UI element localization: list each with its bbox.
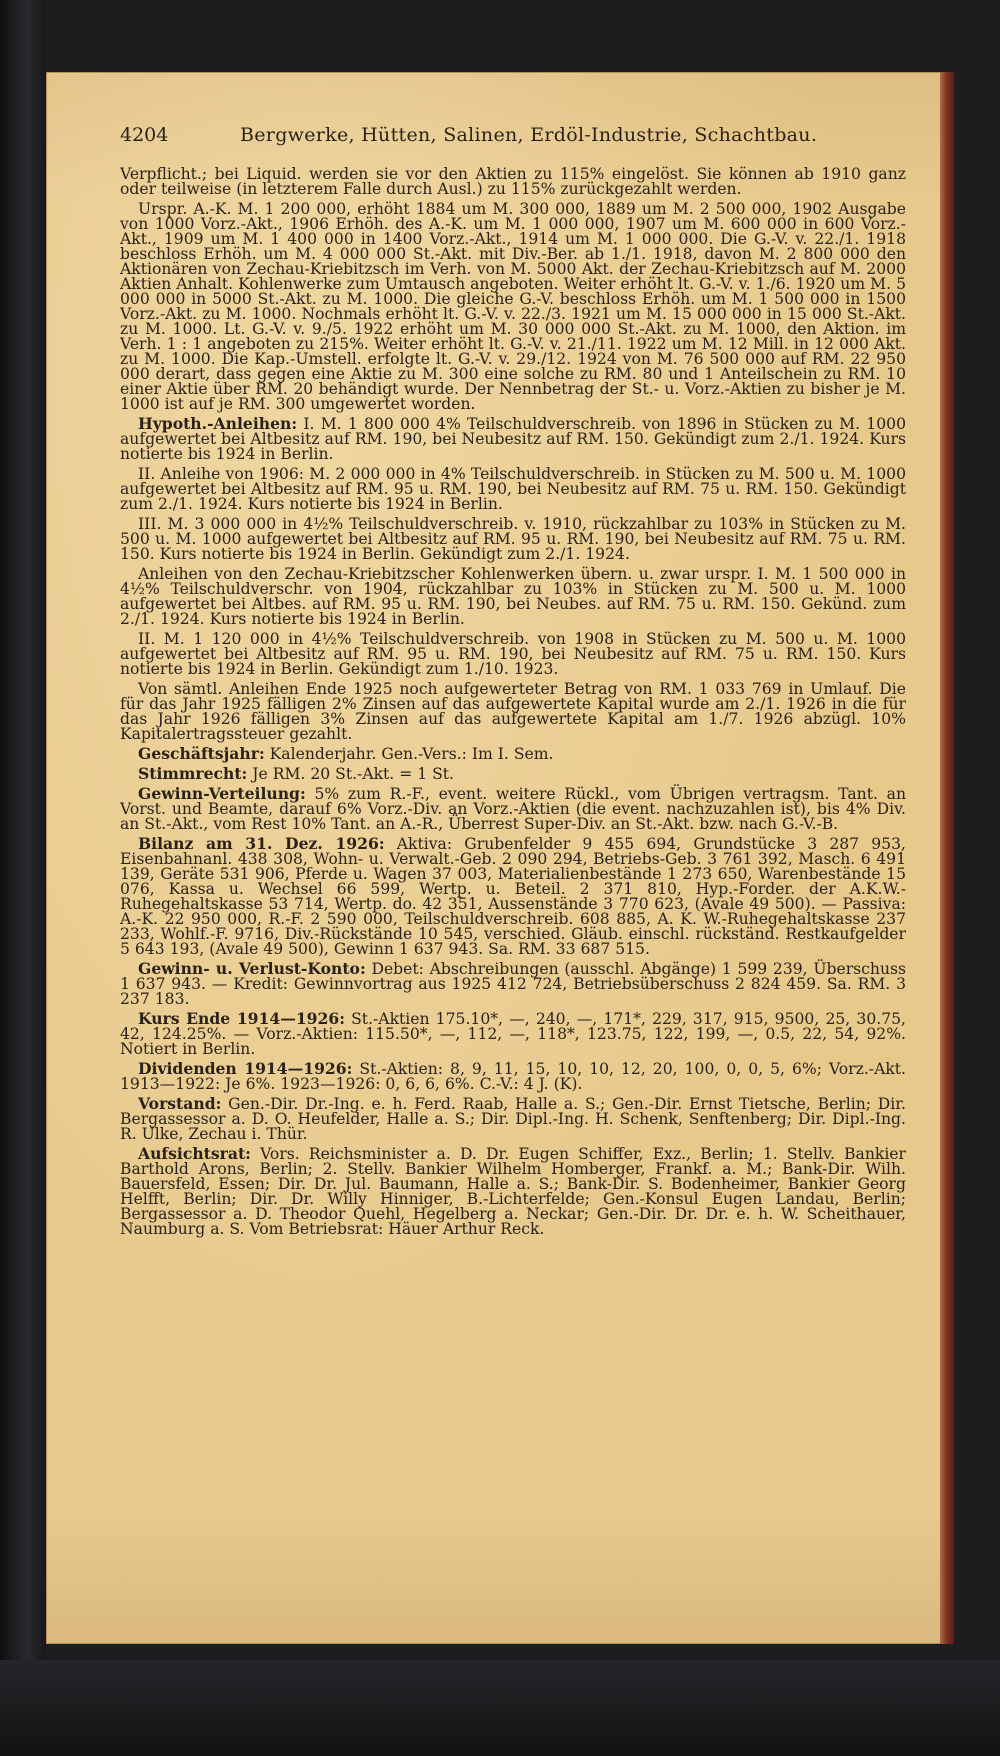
paragraph-bilanz: Bilanz am 31. Dez. 1926: Aktiva: Grubenfelder 9 455 694, Grundstücke 3 287 953, Eisenbahnanl. 438 308, Wohn- u. Verwalt.-Geb. 2 090 294, Betriebs-Geb. 3 761 392, Masch. 6 491 139, Geräte 531 906, Pferde u. Wagen 37 003, Materialienbestände 1 273 650, Warenbestände 15 076, Kassa u. Wechsel 66 599, Wertp. u. Beteil. 2 371 810, Hyp.-Forder. der A.K.W.-Ruhegehaltskasse 53 714, Wertp. do. 42 351, Aussenstände 3 770 623, (Avale 49 500). — Passiva: A.-K. 22 950 000, R.-F. 2 590 000, Teilschuldverschreib. 608 885, A. K. W.-Ruhegehaltskasse 237 233, Wohlf.-F. 9716, Div.-Rückstände 10 545, verschied. Gläub. einschl. rückständ. Restkaufgelder 5 643 193, (Avale 49 500), Gewinn 1 637 943. Sa. RM. 33 687 515. [120, 834, 906, 958]
paragraph-geschaeftsjahr: Geschäftsjahr: Kalenderjahr. Gen.-Vers.: Im I. Sem. [138, 744, 554, 763]
paragraph-kurs: Kurs Ende 1914—1926: St.-Aktien 175.10*, —, 240, —, 171*, 229, 317, 915, 9500, 25, 30.75, 42, 124.25%. — Vorz.-Aktien: 115.50*, —, 112, —, 118*, 123.75, 122, 199, —, 0.5, 22, 54, 92%. Notiert in Berlin. [120, 1009, 906, 1058]
paragraph-anleihe-iii: III. M. 3 000 000 in 4½% Teilschuldverschreib. v. 1910, rückzahlbar zu 103% in Stücken zu M. 500 u. M. 1000 aufgewertet bei Altbesitz auf RM. 95 u. RM. 190, bei Neubesitz auf RM. 75 u. RM. 150. Kurs notierte bis 1924 in Berlin. Gekündigt zum 2./1. 1924. [120, 515, 906, 563]
page-number: 4204 [120, 124, 169, 146]
paragraph-aufwertung: Von sämtl. Anleihen Ende 1925 noch aufgewerteter Betrag von RM. 1 033 769 in Umlauf. Die für das Jahr 1925 fälligen 2% Zinsen auf das aufgewertete Kapital wurde am 2./1. 1926 in die für das Jahr 1926 fälligen 3% Zinsen auf das aufgewertete Kapital am 1./7. 1926 abzügl. 10% Kapitalertragssteuer gezahlt. [120, 680, 906, 743]
background-surface [0, 1660, 1000, 1756]
paragraph-zechau-anleihe-ii: II. M. 1 120 000 in 4½% Teilschuldverschreib. von 1908 in Stücken zu M. 500 u. M. 1000 aufgewertet bei Altbesitz auf RM. 95 u. RM. 190, bei Neubesitz auf RM. 75 u. RM. 150. Kurs notierte bis 1924 in Berlin. Gekündigt zum 1./10. 1923. [120, 630, 906, 678]
running-title: Bergwerke, Hütten, Salinen, Erdöl-Industrie, Schachtbau. [240, 124, 818, 146]
paragraph-hypoth-anleihen: Hypoth.-Anleihen: I. M. 1 800 000 4% Teilschuldverschreib. von 1896 in Stücken zu M. 1000 aufgewertet bei Altbesitz auf RM. 190, bei Neubesitz auf RM. 150. Gekündigt zum 2./1. 1924. Kurs notierte bis 1924 in Berlin. [120, 414, 906, 463]
paragraph-anleihe-ii: II. Anleihe von 1906: M. 2 000 000 in 4% Teilschuldverschreib. in Stücken zu M. 500 u. M. 1000 aufgewertet bei Altbesitz auf RM. 95 u. RM. 190, bei Neubesitz auf RM. 75 u. RM. 150. Gekündigt zum 2./1. 1924. Kurs notierte bis 1924 in Berlin. [120, 465, 906, 513]
paragraph-aufsichtsrat: Aufsichtsrat: Vors. Reichsminister a. D. Dr. Eugen Schiffer, Exz., Berlin; 1. Stellv. Bankier Barthold Arons, Berlin; 2. Stellv. Bankier Wilhelm Homberger, Frankf. a. M.; Bank-Dir. Wilh. Bauersfeld, Essen; Dir. Dr. Jul. Baumann, Halle a. S.; Bank-Dir. S. Bodenheimer, Bankier Georg Helfft, Berlin; Dir. Dr. Willy Hinniger, B.-Lichterfelde; Gen.-Konsul Eugen Landau, Berlin; Bergassessor a. D. Theodor Quehl, Hegelberg a. Neckar; Gen.-Dir. Dr. Dr. e. h. W. Scheithauer, Naumburg a. S. Vom Betriebsrat: Häuer Arthur Reck. [120, 1144, 906, 1238]
paragraph-verpflichtung: Verpflicht.; bei Liquid. werden sie vor den Aktien zu 115% eingelöst. Sie können ab 1910 ganz oder teilweise (in letzterem Falle durch Ausl.) zu 115% zurückgezahlt werden. [120, 165, 906, 198]
page-header [120, 124, 906, 146]
paragraph-dividenden: Dividenden 1914—1926: St.-Aktien: 8, 9, 11, 15, 10, 10, 12, 20, 100, 0, 0, 5, 6%; Vorz.-Akt. 1913—1922: Je 6%. 1923—1926: 0, 6, 6, 6%. C.-V.: 4 J. (K). [120, 1059, 906, 1093]
page-edge [940, 72, 954, 1644]
paragraph-gewinn-verteilung: Gewinn-Verteilung: 5% zum R.-F., event. weitere Rückl., vom Übrigen vertragsm. Tant. an Vorst. und Beamte, darauf 6% Vorz.-Div. an Vorz.-Aktien (die event. nachzuzahlen ist), bis 4% Div. an St.-Akt., vom Rest 10% Tant. an A.-R., Überrest Super-Div. an St.-Akt. bzw. nach G.-V.-B. [120, 784, 906, 833]
book-page [46, 72, 954, 1644]
paragraph-gewinn-verlust: Gewinn- u. Verlust-Konto: Debet: Abschreibungen (ausschl. Abgänge) 1 599 239, Überschuss 1 637 943. — Kredit: Gewinnvortrag aus 1925 412 724, Betriebsüberschuss 2 824 459. Sa. RM. 3 237 183. [120, 959, 906, 1008]
book-spine-shadow [0, 0, 46, 1756]
paragraph-vorstand: Vorstand: Gen.-Dir. Dr.-Ing. e. h. Ferd. Raab, Halle a. S.; Gen.-Dir. Ernst Tietsche, Berlin; Dir. Bergassessor a. D. O. Heufelder, Halle a. S.; Dir. Dipl.-Ing. H. Schenk, Senftenberg; Dir. Dipl.-Ing. R. Ulke, Zechau i. Thür. [120, 1094, 906, 1143]
page-content [120, 124, 906, 1241]
paragraph-kapital-historie: Urspr. A.-K. M. 1 200 000, erhöht 1884 um M. 300 000, 1889 um M. 2 500 000, 1902 Ausgabe von 1000 Vorz.-Akt., 1906 Erhöh. des A.-K. um M. 1 000 000, 1907 um M. 600 000 in 600 Vorz.-Akt., 1909 um M. 1 400 000 in 1400 Vorz.-Akt., 1914 um M. 1 000 000. Die G.-V. v. 22./1. 1918 beschloss Erhöh. um M. 4 000 000 St.-Akt. mit Div.-Ber. ab 1./1. 1918, davon M. 2 800 000 den Aktionären von Zechau-Kriebitzsch im Verh. von M. 5000 Akt. der Zechau-Kriebitzsch auf M. 2000 Aktien Anhalt. Kohlenwerke zum Umtausch angeboten. Weiter erhöht lt. G.-V. v. 1./6. 1920 um M. 5 000 000 in 5000 St.-Akt. zu M. 1000. Die gleiche G.-V. beschloss Erhöh. um M. 1 500 000 in 1500 Vorz.-Akt. zu M. 1000. Nochmals erhöht lt. G.-V. v. 22./3. 1921 um M. 15 000 000 in 15 000 St.-Akt. zu M. 1000. Lt. G.-V. v. 9./5. 1922 erhöht um M. 30 000 000 St.-Akt. zu M. 1000, den Aktion. im Verh. 1 : 1 angeboten zu 215%. Weiter erhöht lt. G.-V. v. 21./11. 1922 um M. 12 Mill. in 12 000 Akt. zu M. 1000. Die Kap.-Umstell. erfolgte lt. G.-V. v. 29./12. 1924 von M. 76 500 000 auf RM. 22 950 000 derart, dass gegen eine Aktie zu M. 300 eine solche zu RM. 80 und 1 Anteilschein zu RM. 10 einer Aktie über RM. 20 behändigt wurde. Der Nennbetrag der St.- u. Vorz.-Aktien zu bisher je M. 1000 ist auf je RM. 300 umgewertet worden. [120, 200, 906, 413]
paragraph-stimmrecht: Stimmrecht: Je RM. 20 St.-Akt. = 1 St. [138, 764, 455, 783]
paragraph-zechau-anleihen: Anleihen von den Zechau-Kriebitzscher Kohlenwerken übern. u. zwar urspr. I. M. 1 500 000 in 4½% Teilschuldverschr. von 1904, rückzahlbar zu 103% in Stücken zu M. 500 u. M. 1000 aufgewertet bei Altbes. auf RM. 95 u. RM. 190, bei Neubes. auf RM. 75 u. RM. 150. Gekünd. zum 2./1. 1924. Kurs notierte bis 1924 in Berlin. [120, 565, 906, 628]
